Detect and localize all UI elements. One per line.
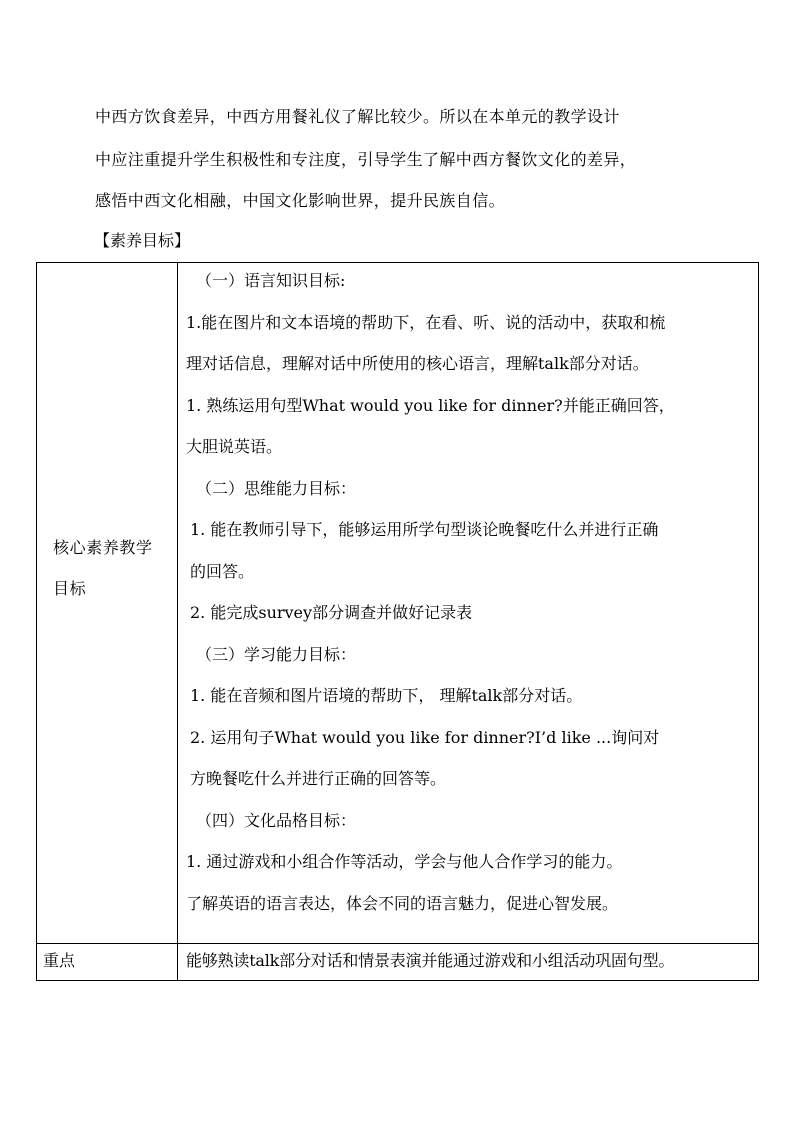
- intro-line-2: 中应注重提升学生积极性和专注度，引导学生了解中西方餐饮文化的差异，: [95, 150, 637, 169]
- intro-line-3: 感悟中西文化相融，中国文化影响世界，提升民族自信。: [95, 191, 506, 210]
- goal-line: 2. 能完成survey部分调查并做好记录表: [190, 603, 473, 622]
- goal-line: 1.能在图片和文本语境的帮助下，在看、听、说的活动中，获取和梳: [186, 312, 666, 332]
- goal-line: 1. 能在音频和图片语境的帮助下， 理解talk部分对话。: [190, 686, 583, 705]
- goal-line: 1. 熟练运用句型What would you like for dinner?并能正确回答，: [186, 395, 675, 415]
- core-goals-content-cell: [178, 263, 759, 944]
- goal-line: 2. 运用句子What would you like for dinner?I’d like ...询问对: [190, 727, 660, 747]
- goal-line: 方晚餐吃什么并进行正确的回答等。: [190, 769, 447, 788]
- key-points-content: 能够熟读talk部分对话和情景表演并能通过游戏和小组活动巩固句型。: [178, 944, 759, 981]
- core-goals-label-cell: [37, 263, 178, 944]
- intro-line-1: 中西方饮食差异，中西方用餐礼仪了解比较少。所以在本单元的教学设计: [95, 107, 620, 126]
- table-row-key-points: [37, 944, 759, 981]
- goal-subheading-learning: （三）学习能力目标：: [196, 644, 357, 664]
- core-goals-label-line-1: 核心素养教学: [53, 538, 153, 557]
- goal-line: 的回答。: [190, 561, 255, 581]
- goal-subheading-culture: （四）文化品格目标：: [196, 810, 357, 830]
- core-goals-label-line-2: 目标: [53, 579, 87, 598]
- goal-line: 1. 能在教师引导下，能够运用所学句型谈论晚餐吃什么并进行正确: [190, 520, 659, 539]
- goal-subheading-thinking: （二）思维能力目标：: [196, 478, 357, 498]
- section-heading: 【素养目标】: [94, 231, 191, 250]
- goal-line: 了解英语的语言表达，体会不同的语言魅力，促进心智发展。: [186, 893, 619, 913]
- table-row-core-goals: [37, 263, 759, 944]
- goal-line: 大胆说英语。: [186, 437, 283, 456]
- goal-subheading-language: （一）语言知识目标:: [196, 271, 346, 290]
- goal-line: 理对话信息，理解对话中所使用的核心语言，理解talk部分对话。: [186, 354, 649, 373]
- goals-table: [36, 262, 759, 981]
- goal-line: 1. 通过游戏和小组合作等活动，学会与他人合作学习的能力。: [186, 852, 623, 871]
- key-points-label: 重点: [37, 944, 178, 981]
